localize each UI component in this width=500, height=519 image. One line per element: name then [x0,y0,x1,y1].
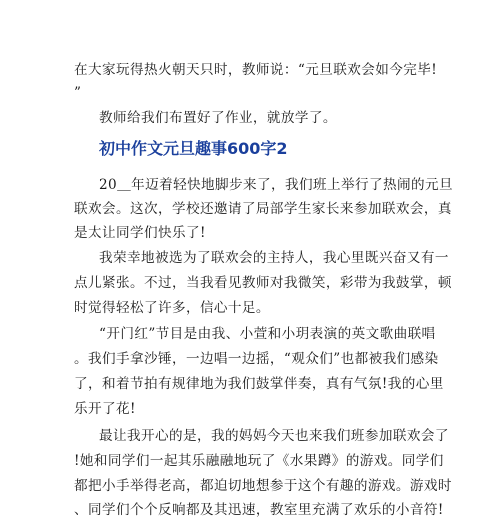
text-line: 都把小手举得老高，都迫切地想参于这个有趣的游戏。游戏时 [74,478,452,494]
text-line: 教师给我们布置好了作业，就放学了。 [99,110,337,126]
text-line: 是太让同学们快乐了! [74,225,206,241]
article-title: 初中作文元旦趣事600字2 [99,139,288,158]
text-line: 。我们手拿沙锤，一边唱一边摇，“观众们”也都被我们感染 [74,351,439,367]
text-line: ” [74,85,82,101]
text-line: “开门红”节目是由我、小萱和小玥表演的英文歌曲联唱 [99,326,436,342]
text-line: 点儿紧张。不过，当我看见教师对我微笑，彩带为我鼓掌，顿 [74,275,452,291]
text-line: 最让我开心的是，我的妈妈今天也来我们班参加联欢会了 [99,428,449,444]
text-line: 20＿年迈着轻快地脚步来了，我们班上举行了热闹的元旦 [99,177,453,193]
text-line: 联欢会。这次，学校还邀请了局部学生家长来参加联欢会，真 [74,201,452,217]
text-line: !她和同学们一起其乐融融地玩了《水果蹲》的游戏。同学们 [74,453,444,469]
text-line: 时觉得轻松了许多，信心十足。 [74,300,270,316]
text-line: 我荣幸地被选为了联欢会的主持人，我心里既兴奋又有一 [99,250,449,266]
text-line: 乐开了花! [74,401,136,417]
text-line: 了，和着节拍有规律地为我们鼓掌伴奏，真有气氛!我的心里 [74,376,444,392]
text-line: 在大家玩得热火朝天只时，教师说：“元旦联欢会如今完毕! [74,62,438,78]
text-line: 、同学们个个反响都及其迅速，教室里充满了欢乐的小音符! [74,502,444,518]
